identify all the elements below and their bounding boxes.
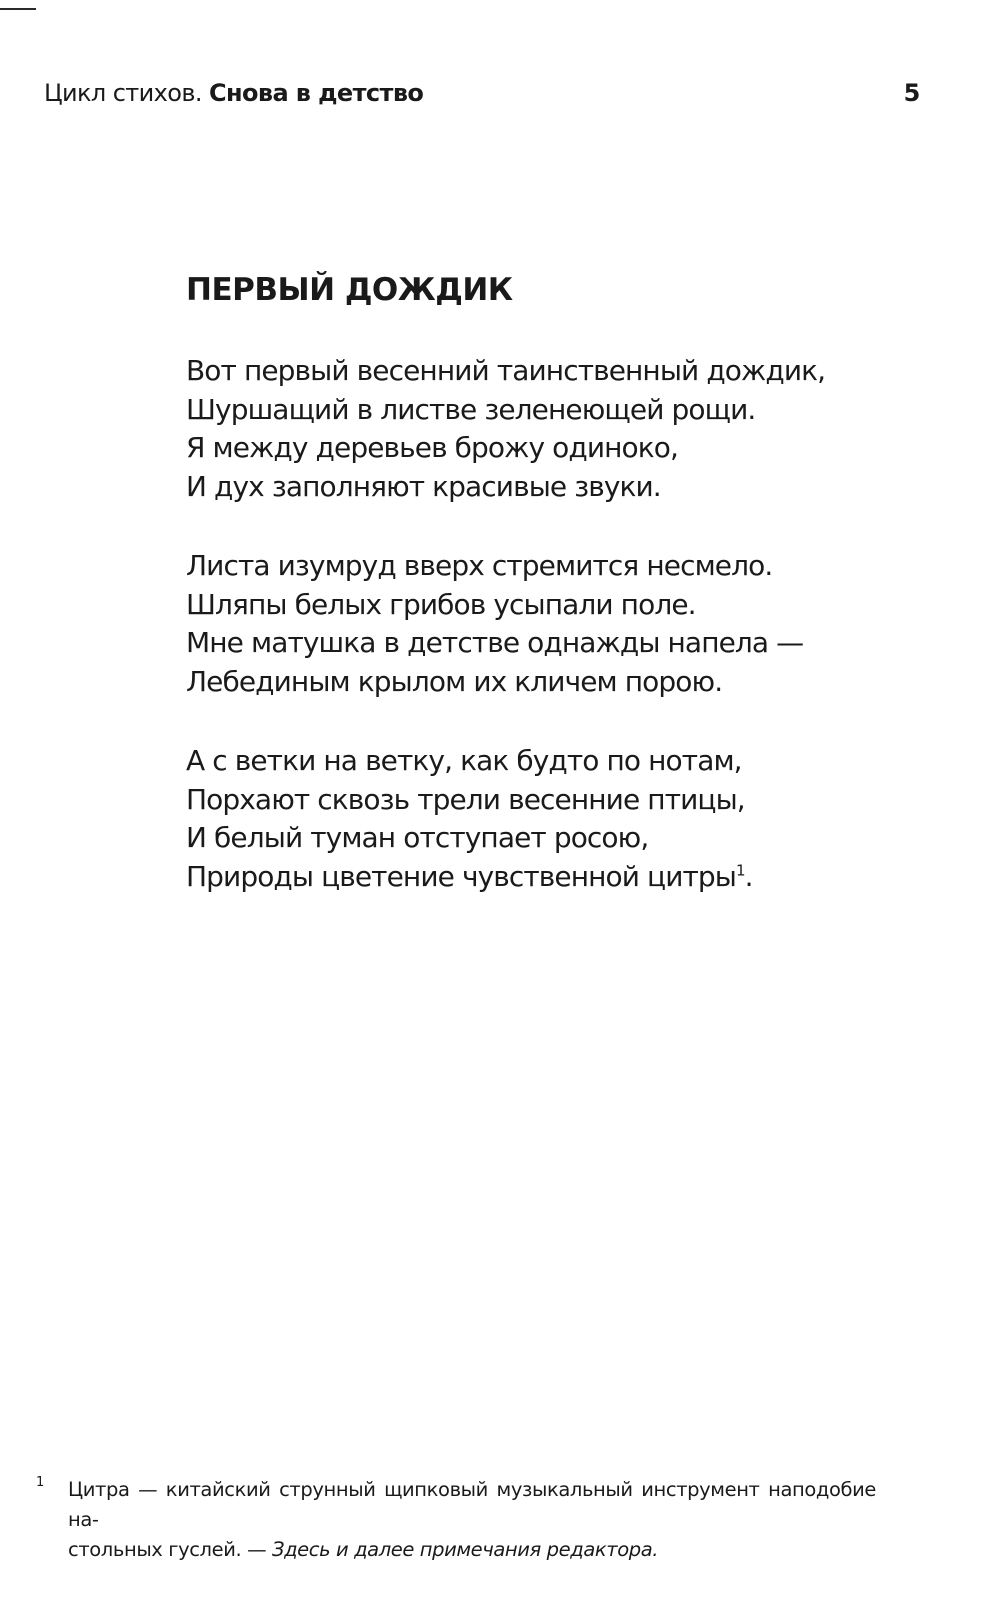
verse-line: А с ветки на ветку, как будто по нотам, bbox=[186, 744, 742, 777]
page-number: 5 bbox=[903, 79, 921, 107]
verse-end-punctuation: . bbox=[744, 859, 753, 893]
series-title: Цикл стихов. bbox=[44, 79, 202, 107]
verse-text: Природы цветение чувственной цитры bbox=[186, 859, 736, 893]
running-head bbox=[44, 78, 423, 108]
book-title: Снова в детство bbox=[208, 79, 424, 107]
footnote-reference: 1 bbox=[736, 861, 745, 880]
stanza-1 bbox=[186, 352, 825, 506]
verse-line: Я между деревьев брожу одиноко, bbox=[186, 431, 679, 464]
stanza-3 bbox=[186, 742, 753, 896]
verse-line: Мне матушка в детстве однажды напела — bbox=[186, 626, 804, 659]
verse-line: Лебединым крылом их кличем порою. bbox=[186, 664, 723, 698]
footnote-line-1: Цитра — китайский струнный щипковый музыкальный инструмент наподобие на- bbox=[68, 1478, 876, 1531]
scan-edge-mark bbox=[0, 8, 36, 10]
verse-line-with-footnote bbox=[186, 858, 753, 897]
footnote-definition-end: стольных гуслей. — bbox=[68, 1538, 272, 1561]
verse-line: Порхают сквозь трели весенние птицы, bbox=[186, 782, 745, 816]
poem-title: ПЕРВЫЙ ДОЖДИК bbox=[186, 272, 513, 308]
stanza-2 bbox=[186, 547, 803, 701]
footnote-number: 1 bbox=[36, 1475, 45, 1490]
verse-line: И дух заполняют красивые звуки. bbox=[186, 469, 661, 503]
editor-note: Здесь и далее примечания редактора. bbox=[272, 1538, 659, 1561]
verse-line: И белый туман отступает росою, bbox=[186, 821, 649, 854]
footnote-text bbox=[68, 1475, 876, 1565]
verse-line: Шляпы белых грибов усыпали поле. bbox=[186, 587, 696, 621]
verse-line: Листа изумруд вверх стремится несмело. bbox=[186, 549, 773, 582]
verse-line: Шуршащий в листве зеленеющей рощи. bbox=[186, 392, 756, 426]
footnote-line-2 bbox=[68, 1535, 876, 1565]
verse-line: Вот первый весенний таинственный дождик, bbox=[186, 354, 826, 387]
